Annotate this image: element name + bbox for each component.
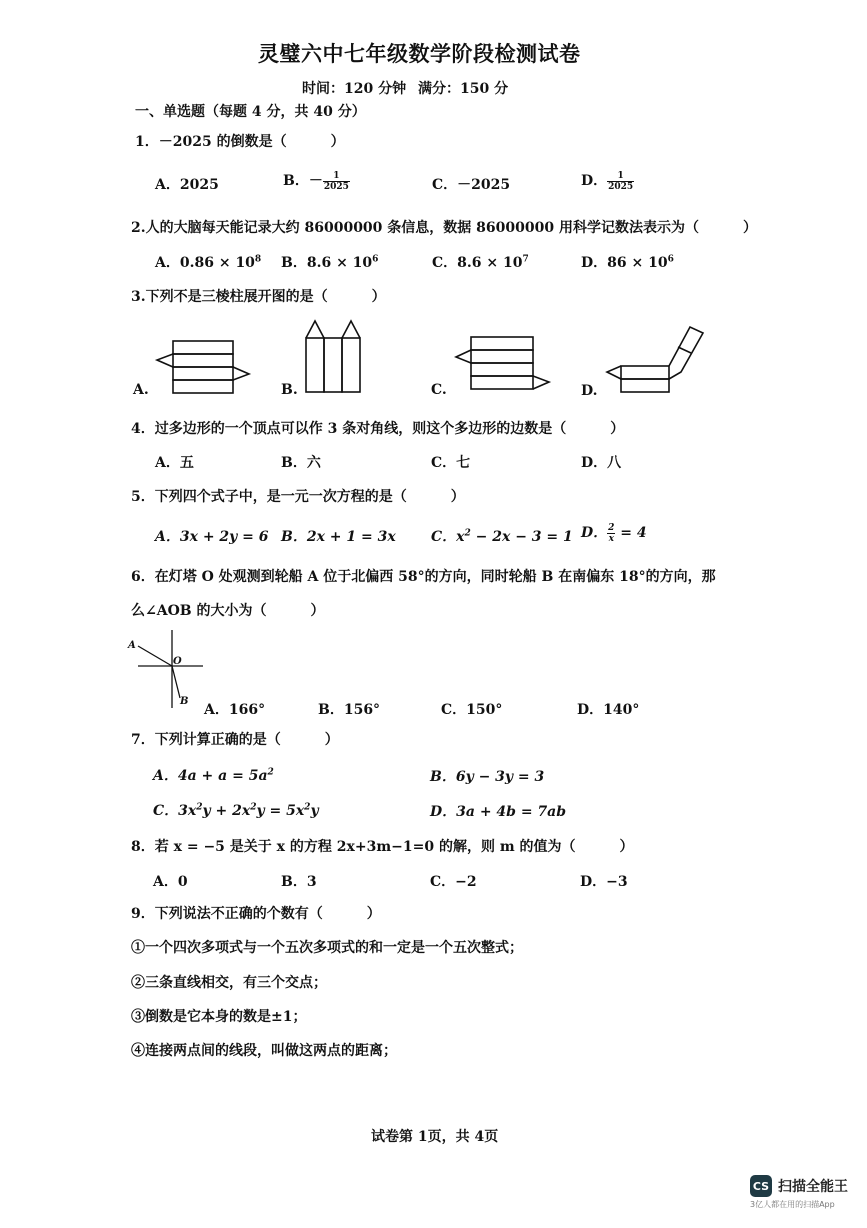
- section-heading: 一、单选题（每题 4 分，共 40 分）: [135, 104, 366, 120]
- q5-stem: [131, 486, 465, 506]
- q6-stem2-text: 么∠AOB 的大小为（: [131, 603, 267, 619]
- q8-option-c: C．−2: [430, 874, 477, 890]
- q9-close: ）: [366, 906, 381, 922]
- exam-time: 时间：120 分钟: [302, 81, 407, 97]
- q9-statement-2: ②三条直线相交，有三个交点；: [131, 975, 327, 991]
- q1-b-num: 1: [323, 171, 350, 182]
- q3-figure-d: [605, 322, 715, 394]
- q5-c-pre: C．x: [431, 529, 465, 545]
- q9-statement-4: ④连接两点间的线段，叫做这两点的距离；: [131, 1043, 397, 1059]
- page-footer: 试卷第 1页，共 4页: [371, 1129, 499, 1145]
- q3-figure-b: [305, 318, 365, 394]
- q1-option-b: [283, 170, 350, 192]
- q7-c-exp2: 2: [250, 802, 257, 813]
- q7-c-exp1: 2: [196, 802, 203, 813]
- q5-option-d: [581, 522, 647, 544]
- q6-figure: [128, 628, 208, 710]
- q1-option-a: A．2025: [155, 177, 219, 193]
- q8-option-a: A．0: [153, 874, 188, 890]
- q1-b-den: 2025: [323, 181, 349, 192]
- q7-c-pre: C．3x: [153, 803, 197, 819]
- scanner-tagline: 3亿人都在用的扫描App: [750, 1200, 835, 1209]
- q1-option-d: [581, 170, 634, 192]
- q2-option-a: [155, 252, 261, 272]
- q5-option-b: B．2x + 1 = 3x: [281, 529, 396, 545]
- q5-d-post: = 4: [615, 525, 647, 541]
- q4-option-c: C．七: [431, 455, 471, 471]
- q6-option-c: C．150°: [441, 702, 503, 718]
- q1-d-num: 1: [607, 171, 634, 182]
- q2-b-base: B．8.6 × 10: [281, 255, 373, 271]
- q6-figure-label-o: O: [173, 656, 182, 667]
- q4-stem-text: 4．过多边形的一个顶点可以作 3 条对角线，则这个多边形的边数是（: [131, 421, 567, 437]
- q7-stem: [131, 729, 339, 749]
- exam-score: 满分：150 分: [418, 81, 509, 97]
- q5-close: ）: [450, 489, 465, 505]
- q8-option-d: D．−3: [580, 874, 628, 890]
- q7-option-a: [153, 765, 274, 785]
- q5-d-den: x: [608, 533, 614, 544]
- q2-c-base: C．8.6 × 10: [432, 255, 523, 271]
- q4-stem: [131, 418, 624, 438]
- q7-option-d: D．3a + 4b = 7ab: [430, 804, 567, 820]
- q3-figure-c: [455, 334, 555, 396]
- scanner-name: 扫描全能王: [778, 1179, 848, 1195]
- q4-close: ）: [610, 421, 625, 437]
- q5-d-num: 2: [608, 522, 615, 533]
- q6-stem-line2: [131, 600, 325, 620]
- q3-label-b: B.: [281, 382, 298, 398]
- q2-c-exp: 7: [522, 254, 529, 265]
- q6-option-d: D．140°: [577, 702, 640, 718]
- q3-close: ）: [371, 289, 386, 305]
- q7-stem-text: 7．下列计算正确的是（: [131, 732, 281, 748]
- q2-option-d: [581, 252, 674, 272]
- q5-c-post: − 2x − 3 = 1: [470, 529, 573, 545]
- q1-b-fraction: [323, 171, 350, 192]
- q2-d-exp: 6: [667, 254, 674, 265]
- q6-close: ）: [310, 603, 325, 619]
- q4-option-b: B．六: [281, 455, 321, 471]
- q2-option-b: [281, 252, 378, 272]
- q7-a-exp: 2: [267, 767, 274, 778]
- q5-option-c: [431, 526, 573, 546]
- q7-option-c: [153, 800, 319, 820]
- q1-b-prefix: B．－: [283, 173, 323, 189]
- q2-a-exp: 8: [254, 254, 262, 265]
- q3-label-d: D.: [581, 383, 598, 399]
- q6-figure-label-b: B: [180, 696, 189, 707]
- exam-title: 灵璧六中七年级数学阶段检测试卷: [258, 41, 581, 66]
- q2-stem: [131, 217, 757, 237]
- scanner-watermark: [750, 1175, 848, 1210]
- q6-stem-line1: 6．在灯塔 O 处观测到轮船 A 位于北偏西 58°的方向，同时轮船 B 在南偏东 18°的方向，那: [131, 569, 716, 585]
- scanner-badge: CS: [750, 1175, 772, 1197]
- q4-option-a: A．五: [155, 455, 194, 471]
- q1-d-prefix: D．: [581, 173, 608, 189]
- q8-stem-text: 8．若 x = −5 是关于 x 的方程 2x+3m−1=0 的解，则 m 的值为（: [131, 839, 576, 855]
- q5-d-prefix: D．: [581, 525, 608, 541]
- scanner-logo: [750, 1175, 848, 1197]
- q8-stem: [131, 836, 634, 856]
- q7-c-post: y: [310, 803, 319, 819]
- q2-a-base: A．0.86 × 10: [155, 255, 255, 271]
- q5-stem-text: 5．下列四个式子中，是一元一次方程的是（: [131, 489, 407, 505]
- q9-statement-1: ①一个四次多项式与一个五次多项式的和一定是一个五次整式；: [131, 940, 523, 956]
- q5-c-exp: 2: [464, 528, 471, 539]
- q1-option-c: C．－2025: [432, 177, 511, 193]
- q7-a-pre: A．4a + a = 5a: [153, 768, 268, 784]
- q3-figure-a: [155, 338, 255, 398]
- q7-c-mid2: y = 5x: [256, 803, 305, 819]
- q7-c-exp3: 2: [304, 802, 311, 813]
- q2-option-c: [432, 252, 529, 272]
- q7-c-mid: y + 2x: [202, 803, 251, 819]
- q1-stem-text: 1．－2025 的倒数是（: [135, 134, 287, 150]
- q1-close: ）: [330, 134, 345, 150]
- q6-option-b: B．156°: [318, 702, 381, 718]
- q2-b-exp: 6: [372, 254, 379, 265]
- q4-option-d: D．八: [581, 455, 622, 471]
- q9-stem: [131, 903, 381, 923]
- q7-option-b: B．6y − 3y = 3: [430, 769, 545, 785]
- q5-option-a: A．3x + 2y = 6: [155, 529, 269, 545]
- q2-close: ）: [742, 220, 757, 236]
- q3-label-c: C.: [431, 382, 447, 398]
- q1-d-den: 2025: [608, 181, 634, 192]
- q3-stem-text: 3.下列不是三棱柱展开图的是（: [131, 289, 328, 305]
- q9-stem-text: 9．下列说法不正确的个数有（: [131, 906, 323, 922]
- q9-statement-3: ③倒数是它本身的数是±1；: [131, 1009, 307, 1025]
- q8-option-b: B．3: [281, 874, 317, 890]
- q6-figure-label-a: A: [128, 640, 136, 651]
- q1-stem: [135, 131, 345, 151]
- q7-close: ）: [324, 732, 339, 748]
- q2-d-base: D．86 × 10: [581, 255, 668, 271]
- q8-close: ）: [619, 839, 634, 855]
- q3-label-a: A.: [133, 382, 149, 398]
- q6-option-a: A．166°: [204, 702, 266, 718]
- q2-stem-text: 2.人的大脑每天能记录大约 86000000 条信息，数据 86000000 用科学记数法表示为（: [131, 220, 699, 236]
- q1-d-fraction: [607, 171, 634, 192]
- q3-stem: [131, 286, 386, 306]
